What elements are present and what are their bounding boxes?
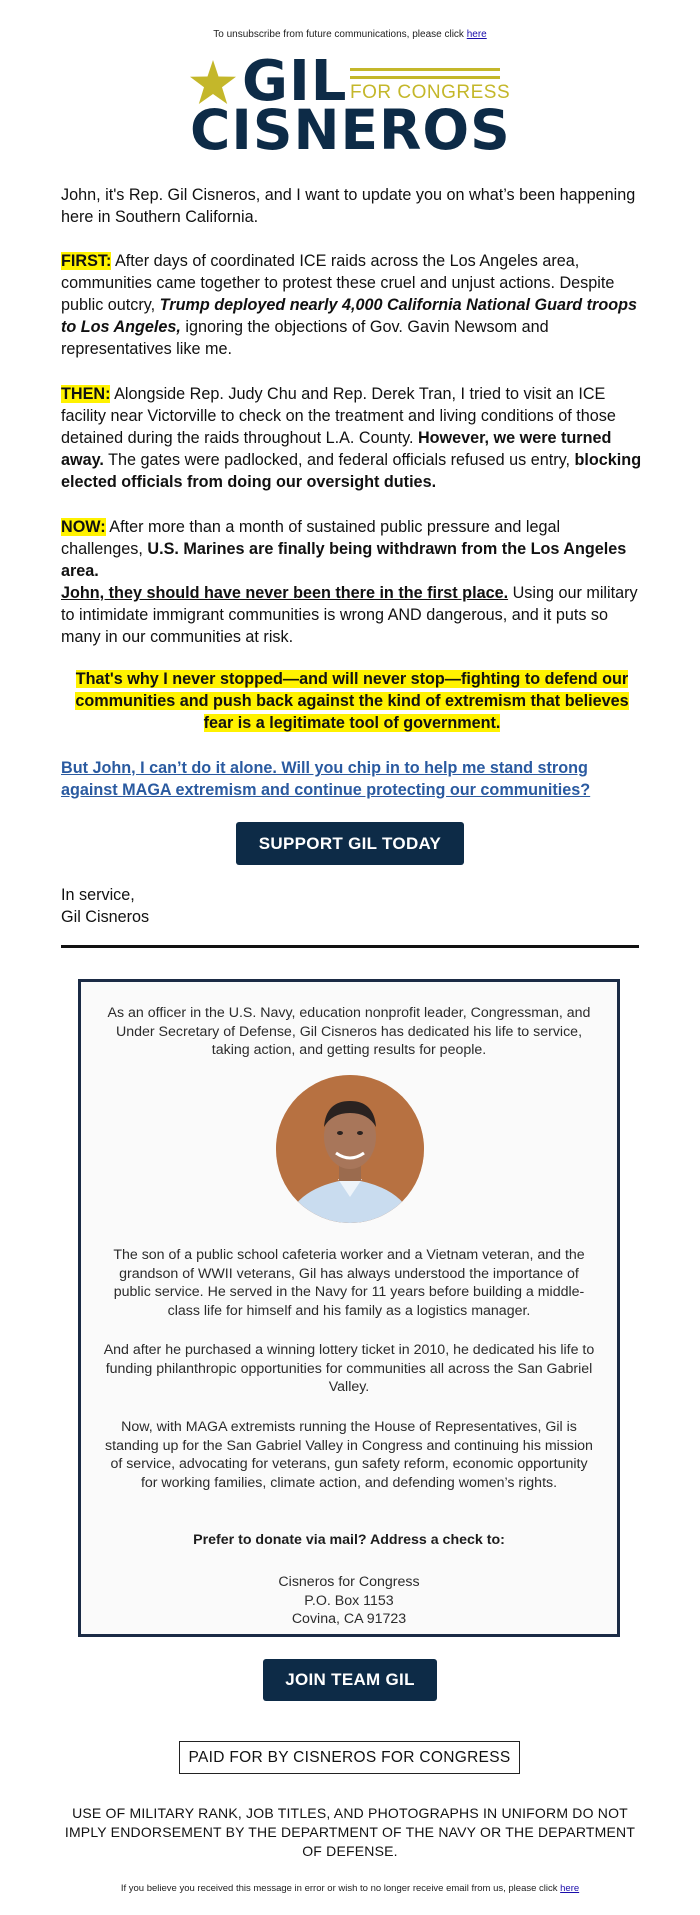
signoff: In service, Gil Cisneros <box>61 886 150 926</box>
campaign-logo <box>190 49 520 162</box>
logo-first-name: GIL <box>242 49 348 114</box>
footer-text: If you believe you received this message in error or wish to no longer receive email from us, please click <box>120 1883 558 1894</box>
support-gil-button[interactable]: SUPPORT GIL TODAY <box>236 822 464 865</box>
footer-unsubscribe-link[interactable]: here <box>560 1883 580 1894</box>
donate-ask-link[interactable]: But John, I can’t do it alone. Will you chip in to help me stand strong against MAGA extremism and continue protecting our communities? <box>61 759 591 799</box>
john-paragraph: John, they should have never been there in the first place. Using our military to intimidate immigrant communities is wrong AND dangerous, and it puts so many in our communities at risk. <box>61 584 638 646</box>
section-divider <box>61 945 639 948</box>
unsubscribe-note <box>0 29 700 40</box>
mail-donation-heading: Prefer to donate via mail? Address a check to: <box>193 1532 505 1548</box>
unsubscribe-text: To unsubscribe from future communications, please click <box>213 29 464 40</box>
gil-portrait <box>276 1075 424 1223</box>
bio-box <box>78 979 620 1637</box>
first-emphasis: Trump deployed nearly 4,000 California National Guard troops to Los Angeles, <box>61 296 638 336</box>
bio-intro: As an officer in the U.S. Navy, education nonprofit leader, Congressman, and Under Secretary of Defense, Gil Cisneros has dedicated his life to service, taking action, and getting results for people. <box>107 1005 591 1058</box>
highlight-callout: That's why I never stopped—and will never stop—fighting to defend our communities and push back against the kind of extremism that believes fear is a legitimate tool of government. <box>75 670 629 732</box>
military-disclaimer: USE OF MILITARY RANK, JOB TITLES, AND PHOTOGRAPHS IN UNIFORM DO NOT IMPLY ENDORSEMENT BY THE DEPARTMENT OF THE NAVY OR THE DEPARTMENT OF DEFENSE. <box>64 1805 636 1859</box>
paid-for-disclaimer: PAID FOR BY CISNEROS FOR CONGRESS <box>179 1741 520 1774</box>
logo-last-name: CISNEROS <box>190 98 511 162</box>
intro-paragraph: John, it's Rep. Gil Cisneros, and I want to update you on what’s been happening here in Southern California. <box>61 186 636 226</box>
now-label: NOW: <box>61 518 106 536</box>
bio-mission: Now, with MAGA extremists running the House of Representatives, Gil is standing up for the San Gabriel Valley in Congress and continuing his mission of service, advocating for veterans, gun safety reform, economic opportunity for working families, climate action, and defending women’s rights. <box>105 1419 593 1491</box>
first-paragraph: FIRST: After days of coordinated ICE raids across the Los Angeles area, communities came together to protest these cruel and unjust actions. Despite public outcry, Trump deployed nearly 4,000 California National Guard troops to Los Angeles, ignoring the objections of Gov. Gavin Newsom and representatives like me. <box>61 252 638 358</box>
unsubscribe-link[interactable]: here <box>466 29 487 40</box>
then-label: THEN: <box>61 385 111 403</box>
then-paragraph: THEN: Alongside Rep. Judy Chu and Rep. Derek Tran, I tried to visit an ICE facility near Victorville to check on the treatment and living conditions of those detained during the raids throughout L.A. County. However, we were turned away. The gates were padlocked, and federal officials refused us entry, blocking elected officials from doing our oversight duties. <box>61 385 642 491</box>
footer-note <box>0 1883 700 1894</box>
join-team-button[interactable]: JOIN TEAM GIL <box>263 1659 437 1701</box>
mailing-address: Cisneros for Congress P.O. Box 1153 Covina, CA 91723 <box>278 1574 420 1627</box>
bio-lottery: And after he purchased a winning lottery ticket in 2010, he dedicated his life to funding philanthropic opportunities for communities all across the San Gabriel Valley. <box>103 1342 595 1395</box>
logo-tagline: FOR CONGRESS <box>350 82 511 103</box>
first-label: FIRST: <box>61 252 112 270</box>
now-paragraph: NOW: After more than a month of sustained public pressure and legal challenges, U.S. Marines are finally being withdrawn from the Los Angeles area. <box>61 518 627 580</box>
bio-background: The son of a public school cafeteria worker and a Vietnam veteran, and the grandson of WWII veterans, Gil has always understood the importance of public service. He served in the Navy for 11 years before building a middle-class life for himself and his family as a logistics manager. <box>113 1247 585 1319</box>
